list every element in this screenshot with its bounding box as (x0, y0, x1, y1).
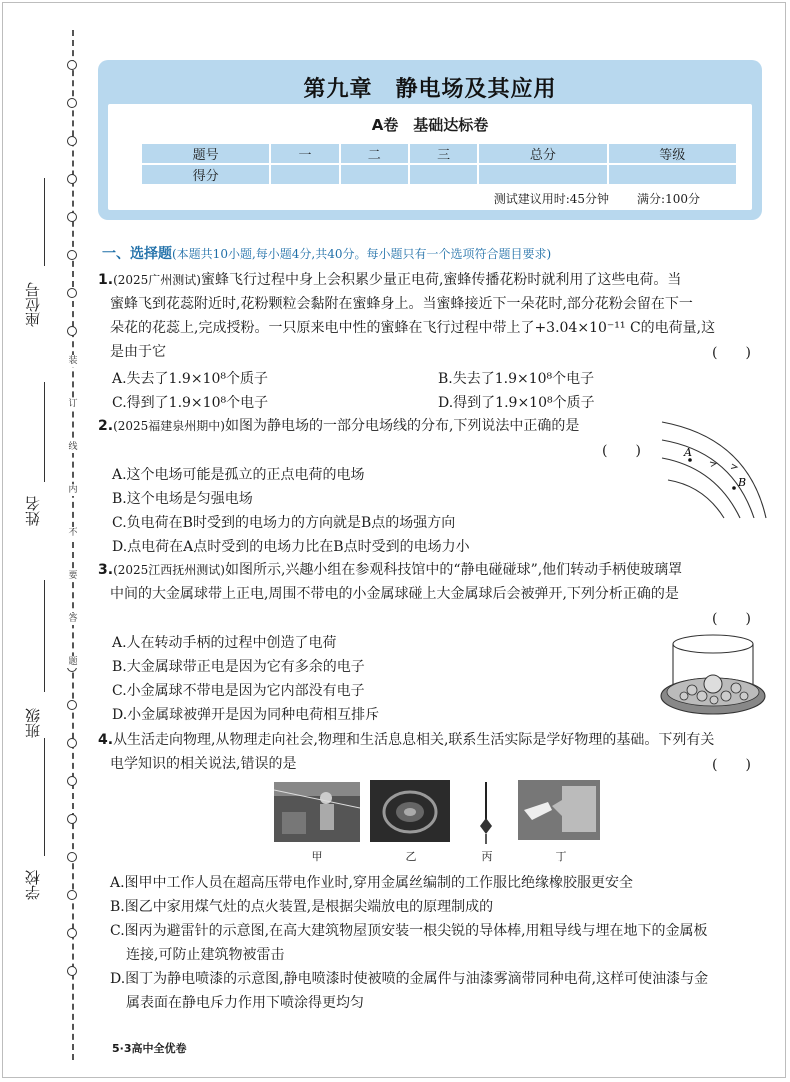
chapter-title: 第九章 静电场及其应用 (303, 76, 557, 102)
q3-option-a[interactable]: A.人在转动手柄的过程中创造了电荷 (112, 635, 337, 651)
q2-option-b[interactable]: B.这个电场是匀强电场 (112, 491, 253, 507)
header-box (98, 60, 762, 220)
score-cell[interactable] (478, 164, 607, 185)
time-text: 测试建议用时:45分钟 (493, 192, 610, 206)
seat-number-line[interactable] (44, 178, 45, 266)
binding-char: 订 (66, 398, 80, 410)
q3-option-c[interactable]: C.小金属球不带电是因为它内部没有电子 (112, 683, 365, 699)
table-header-cell: 等级 (608, 143, 737, 164)
binding-dashed-line (72, 30, 74, 1060)
binding-hole (67, 776, 77, 786)
footer-brand: 5·3高中全优卷 (112, 1042, 187, 1055)
table-header-cell: 一 (270, 143, 339, 164)
time-info (466, 190, 700, 207)
q4-text: 从生活走向物理,从物理走向社会,物理和生活息息相关,联系生活实际是学好物理的基础。下列有关 (113, 732, 715, 748)
q1-line4: 是由于它 (110, 344, 166, 360)
binding-hole (67, 98, 77, 108)
point-b-label: B (738, 476, 747, 489)
binding-char: 装 (66, 355, 80, 367)
binding-char: 题 (66, 656, 80, 668)
name-label: 姓名 (24, 496, 42, 526)
table-header-cell: 题号 (141, 143, 270, 164)
binding-char: 线 (66, 441, 80, 453)
paper-title: A卷 基础达标卷 (371, 116, 489, 134)
electrostatic-ball-figure (658, 630, 768, 722)
header-panel (108, 104, 752, 210)
q4-option-a[interactable]: A.图甲中工作人员在超高压带电作业时,穿用金属丝编制的工作服比绝缘橡胶服更安全 (110, 875, 634, 891)
binding-char: 要 (66, 570, 80, 582)
binding-hole (67, 60, 77, 70)
q1-option-a[interactable]: A.失去了1.9×10⁸个质子 (112, 371, 268, 387)
q3-number: 3. (98, 562, 114, 578)
table-header-cell: 二 (340, 143, 409, 164)
caption-jia: 甲 (311, 850, 323, 863)
q2-option-d[interactable]: D.点电荷在A点时受到的电场力比在B点时受到的电场力小 (112, 539, 470, 555)
school-line[interactable] (44, 738, 45, 856)
q3-option-d[interactable]: D.小金属球被弹开是因为同种电荷相互排斥 (112, 707, 380, 723)
figure-ding-spray-photo (518, 780, 600, 840)
q2-answer-paren[interactable]: ( ) (602, 443, 641, 459)
q4-option-c-cont: 连接,可防止建筑物被雷击 (126, 947, 285, 963)
q4-option-d-cont: 属表面在静电斥力作用下喷涂得更均匀 (126, 995, 364, 1011)
school-label: 学校 (24, 870, 42, 900)
electric-field-figure (660, 418, 770, 522)
full-score-text: 满分:100分 (637, 192, 700, 206)
row-label-cell: 得分 (141, 164, 270, 185)
q3-text: 如图所示,兴趣小组在参观科技馆中的“静电碰碰球”,他们转动手柄使玻璃罩 (224, 562, 683, 578)
q1-option-d[interactable]: D.得到了1.9×10⁸个质子 (438, 395, 595, 411)
binding-char: 不 (66, 527, 80, 539)
binding-hole (67, 212, 77, 222)
score-table-header-row (141, 143, 737, 164)
q2-line1 (98, 416, 579, 436)
score-cell[interactable] (608, 164, 737, 185)
q4-line2: 电学知识的相关说法,错误的是 (110, 756, 297, 772)
q1-line2: 蜜蜂飞到花蕊附近时,花粉颗粒会黏附在蜜蜂身上。当蜜蜂接近下一朵花时,部分花粉会留在下一 (110, 296, 693, 312)
q2-number: 2. (98, 418, 114, 434)
q2-text: 如图为静电场的一部分电场线的分布,下列说法中正确的是 (224, 418, 580, 434)
section-label: 一、选择题 (102, 246, 172, 262)
q4-number: 4. (98, 732, 114, 748)
q4-option-d[interactable]: D.图丁为静电喷漆的示意图,静电喷漆时使被喷的金属件与油漆雾滴带同种电荷,这样可使油漆与金 (110, 971, 709, 987)
q3-answer-paren[interactable]: ( ) (712, 611, 751, 627)
binding-hole (67, 174, 77, 184)
q2-option-c[interactable]: C.负电荷在B时受到的电场力的方向就是B点的场强方向 (112, 515, 456, 531)
binding-hole (67, 738, 77, 748)
caption-ding: 丁 (555, 850, 567, 863)
q3-line2: 中间的大金属球带上正电,周围不带电的小金属球碰上大金属球后会被弹开,下列分析正确的是 (110, 586, 679, 602)
binding-hole (67, 814, 77, 824)
section-note: (本题共10小题,每小题4分,共40分。每小题只有一个选项符合题目要求) (172, 247, 552, 261)
class-label: 班级 (24, 708, 42, 738)
binding-hole (67, 928, 77, 938)
figure-bing-lightning-rod (476, 780, 496, 846)
caption-bing: 丙 (481, 850, 493, 863)
section-title (102, 244, 551, 264)
q4-answer-paren[interactable]: ( ) (712, 757, 751, 773)
binding-hole (67, 966, 77, 976)
q1-option-c[interactable]: C.得到了1.9×10⁸个电子 (112, 395, 269, 411)
point-a-label: A (684, 446, 692, 459)
q3-line1 (98, 560, 682, 580)
name-line[interactable] (44, 382, 45, 482)
q1-number: 1. (98, 272, 114, 288)
caption-yi: 乙 (405, 850, 417, 863)
table-header-cell: 三 (409, 143, 478, 164)
binding-hole (67, 700, 77, 710)
q1-answer-paren[interactable]: ( ) (712, 345, 751, 361)
figure-yi-gas-stove-photo (370, 780, 450, 842)
q4-option-c[interactable]: C.图丙为避雷针的示意图,在高大建筑物屋顶安装一根尖锐的导体棒,用粗导线与埋在地下的金属板 (110, 923, 708, 939)
class-line[interactable] (44, 580, 45, 692)
q2-source: (2025福建泉州期中) (113, 419, 225, 433)
binding-hole (67, 250, 77, 260)
q4-option-b[interactable]: B.图乙中家用煤气灶的点火装置,是根据尖端放电的原理制成的 (110, 899, 494, 915)
binding-hole (67, 326, 77, 336)
q4-line1 (98, 730, 714, 750)
seat-number-label: 座位号 (24, 282, 42, 328)
score-cell[interactable] (340, 164, 409, 185)
q3-option-b[interactable]: B.大金属球带正电是因为它有多余的电子 (112, 659, 365, 675)
binding-hole (67, 852, 77, 862)
q1-source: (2025广州测试) (113, 273, 201, 287)
binding-char: 答 (66, 613, 80, 625)
score-table (140, 142, 738, 186)
q3-source: (2025江西抚州测试) (113, 563, 225, 577)
binding-hole (67, 288, 77, 298)
score-cell[interactable] (409, 164, 478, 185)
q1-text: 蜜蜂飞行过程中身上会积累少量正电荷,蜜蜂传播花粉时就利用了这些电荷。当 (200, 272, 682, 288)
q1-option-b[interactable]: B.失去了1.9×10⁸个电子 (438, 371, 595, 387)
score-table-row (141, 164, 737, 185)
q1-line3: 朵花的花蕊上,完成授粉。一只原来电中性的蜜蜂在飞行过程中带上了+3.04×10⁻¹¹ C的电荷量,这 (110, 320, 716, 336)
score-cell[interactable] (270, 164, 339, 185)
binding-hole (67, 136, 77, 146)
q1-line1 (98, 270, 681, 290)
binding-char: 内 (66, 484, 80, 496)
q2-option-a[interactable]: A.这个电场可能是孤立的正点电荷的电场 (112, 467, 365, 483)
table-header-cell: 总分 (478, 143, 607, 164)
figure-jia-worker-photo (274, 782, 360, 842)
binding-hole (67, 890, 77, 900)
